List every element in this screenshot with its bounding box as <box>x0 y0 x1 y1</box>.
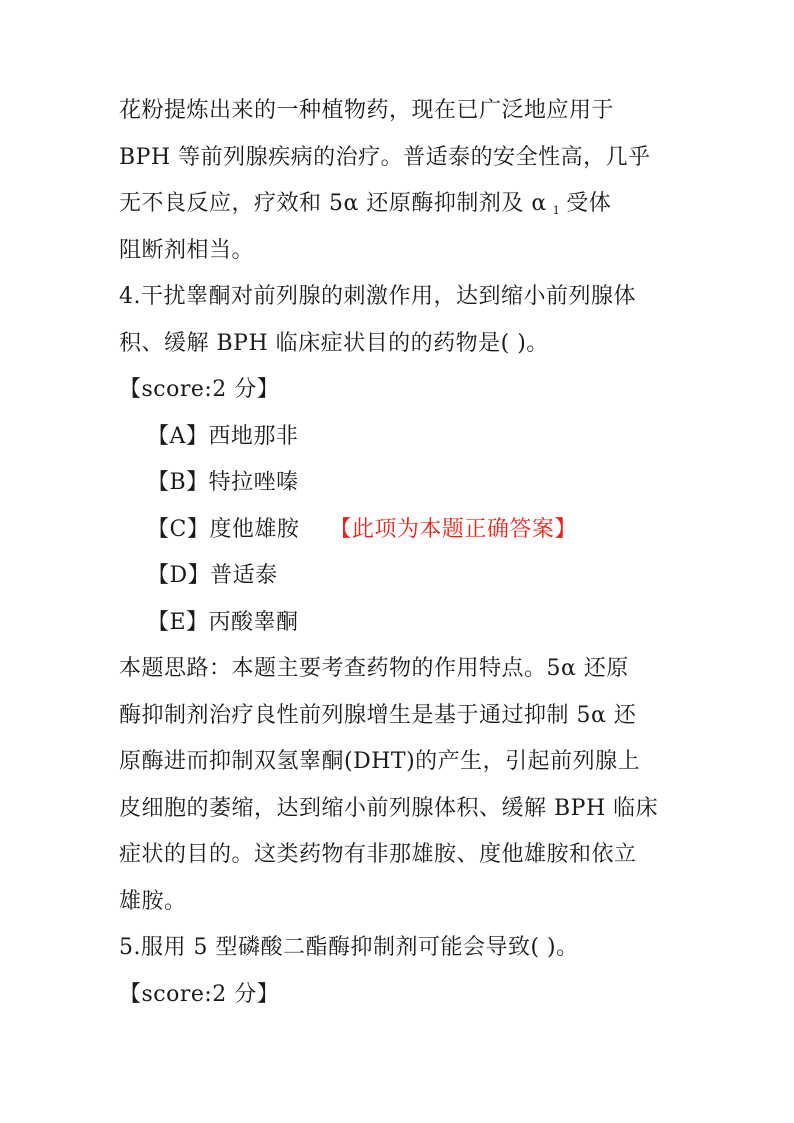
explanation-line: 雄胺。 <box>119 888 187 914</box>
explanation-line: 酶抑制剂治疗良性前列腺增生是基于通过抑制 5α 还 <box>119 702 637 728</box>
option-b: 【B】特拉唑嗪 <box>147 470 299 495</box>
subscript: 1 <box>552 204 561 217</box>
question-score: 【score:2 分】 <box>119 981 280 1007</box>
explanation-line: 症状的目的。这类药物有非那雄胺、度他雄胺和依立 <box>119 842 637 867</box>
question-score: 【score:2 分】 <box>119 377 280 402</box>
question-stem: 积、缓解 BPH 临床症状目的的药物是( )。 <box>119 330 549 356</box>
option-e: 【E】丙酸睾酮 <box>147 609 299 635</box>
question-stem: 4.干扰睾酮对前列腺的刺激作用，达到缩小前列腺体 <box>119 284 636 309</box>
text-line: BPH 等前列腺疾病的治疗。普适泰的安全性高，几乎 <box>119 144 651 170</box>
question-stem: 5.服用 5 型磷酸二酯酶抑制剂可能会导致( )。 <box>119 935 579 960</box>
option-label: 【C】度他雄胺 <box>147 516 300 542</box>
text-line <box>119 181 684 228</box>
option-d: 【D】普适泰 <box>147 563 278 588</box>
correct-answer-marker: 【此项为本题正确答案】 <box>329 516 577 542</box>
explanation-line: 皮细胞的萎缩，达到缩小前列腺体积、缓解 BPH 临床 <box>119 795 659 821</box>
option-c <box>119 507 684 554</box>
explanation-line: 本题思路：本题主要考查药物的作用特点。5α 还原 <box>119 656 629 681</box>
text-segment: 无不良反应，疗效和 5α 还原酶抑制剂及 α <box>119 191 547 216</box>
text-line: 花粉提炼出来的一种植物药，现在已广泛地应用于 <box>119 98 615 123</box>
explanation-line: 原酶进而抑制双氢睾酮(DHT)的产生，引起前列腺上 <box>119 749 641 774</box>
text-line: 阻断剂相当。 <box>119 237 255 263</box>
text-segment: 受体 <box>566 191 612 216</box>
document-page <box>119 88 684 1018</box>
option-a: 【A】西地那非 <box>147 423 299 449</box>
